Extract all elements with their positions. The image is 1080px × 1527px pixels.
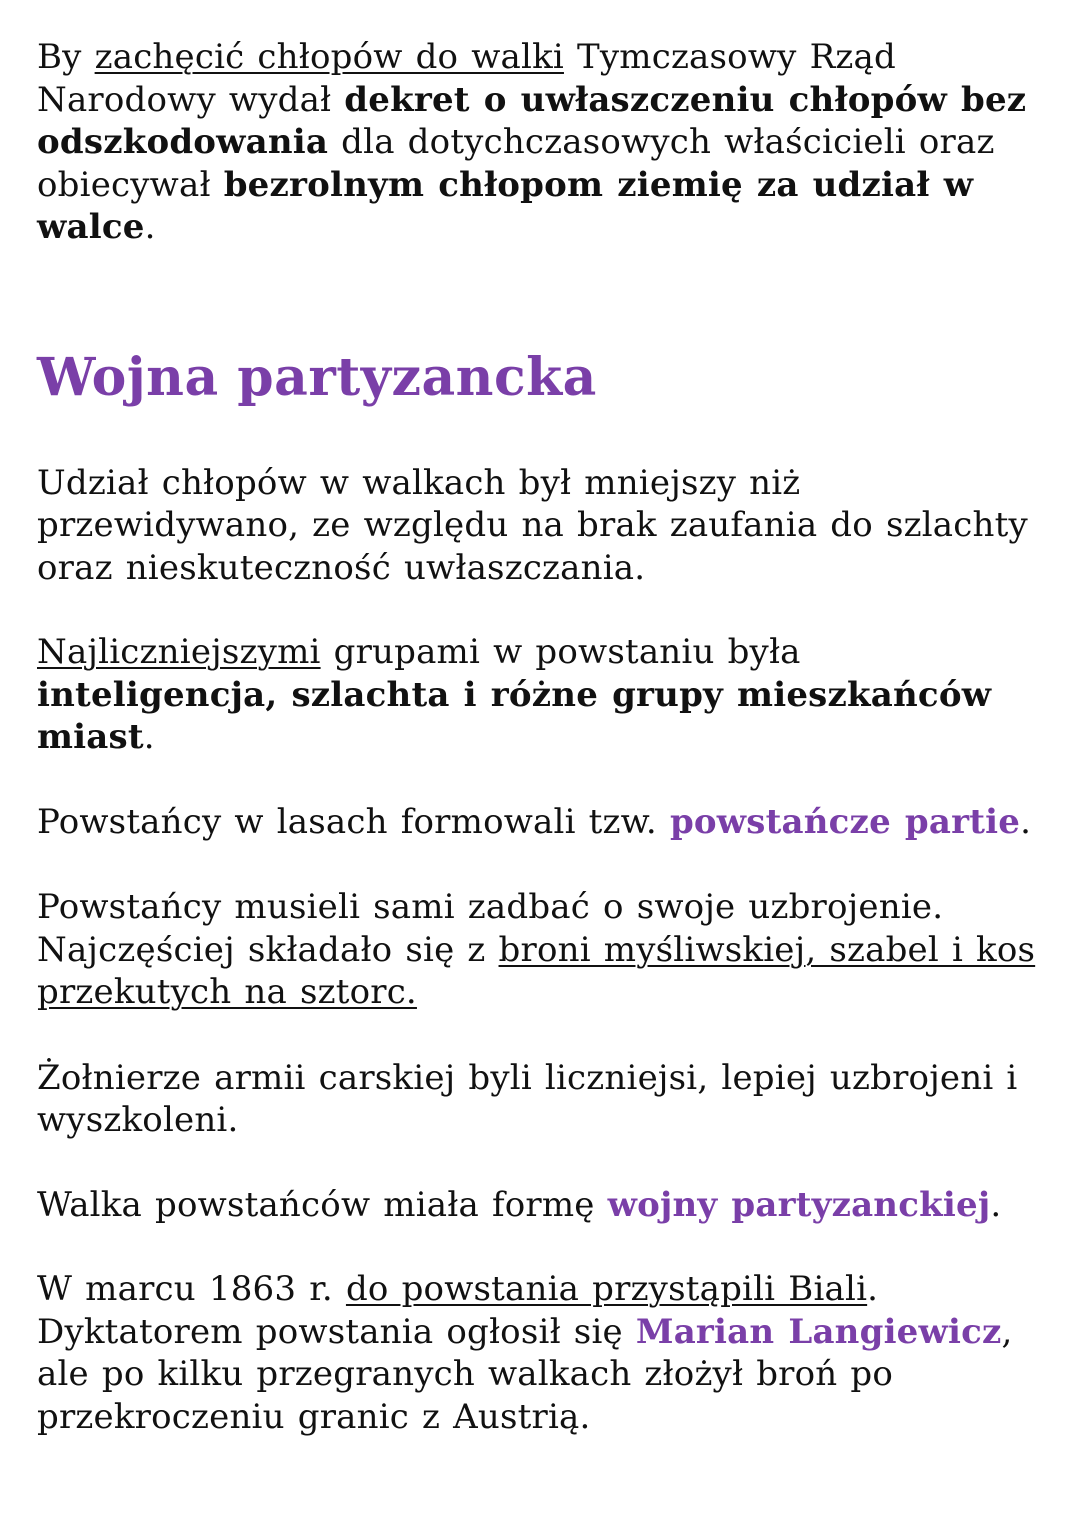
bold-phrase: bezrolnym chłopom ziemię za udział w walce <box>37 164 974 247</box>
paragraph-text: , ale po kilku przegranych walkach złożył broń po przekroczeniu granic z Austrią. <box>37 1311 1013 1437</box>
section-heading: Wojna partyzancka <box>37 346 597 408</box>
paragraph-text: Walka powstańców miała formę <box>37 1184 608 1225</box>
paragraph-text: . Dyktatorem powstania ogłosił się <box>37 1269 879 1352</box>
paragraph-text: W marcu 1863 r. <box>37 1269 346 1309</box>
paragraph-text: . <box>143 717 155 757</box>
paragraph-text: grupami w powstaniu była <box>320 632 801 672</box>
paragraph-text: Powstańcy w lasach formowali tzw. <box>37 801 670 842</box>
intro-paragraph <box>37 36 1047 249</box>
paragraph-text: . <box>990 1184 1002 1225</box>
intro-text: . <box>144 207 156 247</box>
underlined-phrase: do powstania przystąpili Biali <box>345 1269 868 1309</box>
paragraph-largest-groups <box>37 631 1047 759</box>
paragraph-insurgent-parties <box>37 801 1047 844</box>
paragraph-armament <box>37 886 1047 1014</box>
highlighted-term: wojny partyzanckiej <box>607 1184 991 1225</box>
underlined-phrase: broni myśliwskiej, szabel i kos przekutych na sztorc. <box>37 929 1036 1012</box>
highlighted-term: powstańcze partie <box>669 801 1021 842</box>
highlighted-name: Marian Langiewicz <box>635 1311 1002 1352</box>
underlined-phrase: zachęcić chłopów do walki <box>94 37 564 77</box>
document-page <box>37 36 1047 1438</box>
bold-phrase: inteligencja, szlachta i różne grupy mieszkańców miast <box>37 674 992 757</box>
paragraph-langiewicz <box>37 1268 1047 1438</box>
bold-phrase: dekret o uwłaszczeniu chłopów bez odszkodowania <box>37 79 1027 162</box>
intro-text: Tymczasowy Rząd Narodowy wydał <box>37 37 896 120</box>
intro-text: By <box>37 37 95 77</box>
paragraph-guerrilla-war <box>37 1184 1047 1227</box>
paragraph-text: Powstańcy musieli sami zadbać o swoje uzbrojenie. Najczęściej składało się z <box>37 887 944 970</box>
paragraph-tsarist-army: Żołnierze armii carskiej byli liczniejsi, lepiej uzbrojeni i wyszkoleni. <box>37 1057 1018 1140</box>
paragraph-text: . <box>1020 801 1032 842</box>
paragraph-peasants-participation: Udział chłopów w walkach był mniejszy niż przewidywano, ze względu na brak zaufania do szlachty oraz nieskuteczność uwłaszczania. <box>37 462 1028 588</box>
underlined-phrase: Najliczniejszymi <box>37 632 321 672</box>
intro-text: dla dotychczasowych właścicieli oraz obiecywał <box>37 122 995 205</box>
